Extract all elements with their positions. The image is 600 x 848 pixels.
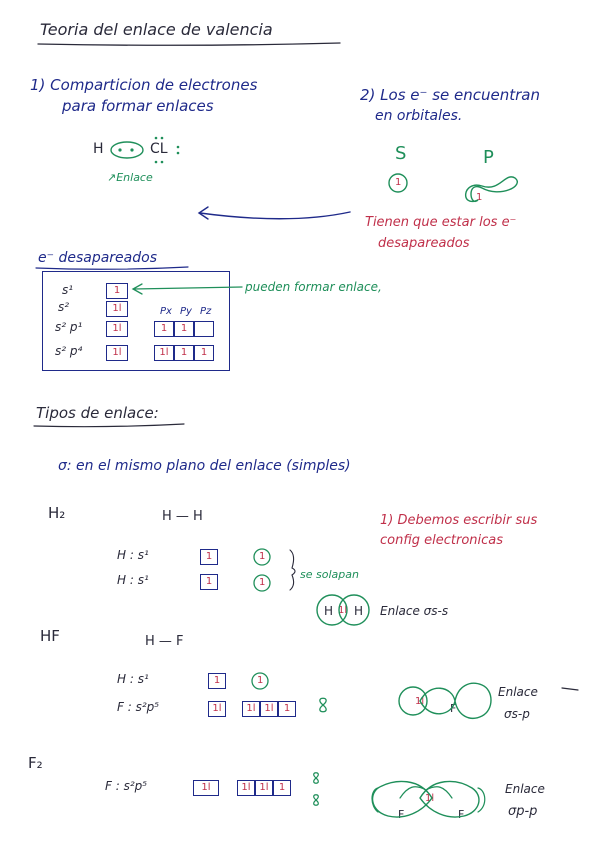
h2-row-1-box: 1 (200, 549, 218, 565)
f2-overlap-right-lobe (420, 781, 479, 817)
h2-circle-2 (254, 575, 270, 591)
desap-row-3-conf: s² p¹ (55, 320, 83, 334)
f2-overlap-left-lobe (373, 781, 435, 817)
h2-row-2-circle: 1 (259, 577, 266, 588)
h2-brace (290, 550, 295, 590)
point-1-line-1: 1) Comparticion de electrones (30, 76, 258, 94)
hf-f-p-box-1: 1l (242, 701, 260, 717)
point-1-line-2: para formar enlaces (62, 97, 214, 115)
f2-label: F₂ (28, 754, 43, 772)
h2-overlap-right-circle (339, 595, 369, 625)
h2-row-2-box: 1 (200, 574, 218, 590)
tipos-underline (34, 424, 184, 427)
desap-row-1-conf: s¹ (62, 283, 74, 297)
cl-lp-1 (155, 137, 158, 140)
hf-h-circle: 1 (257, 675, 264, 686)
hf-f-p-box-3: 1 (278, 701, 296, 717)
cl-lp-2 (161, 137, 164, 140)
h2-molecule: H — H (162, 509, 203, 524)
cl-lp-3 (155, 161, 158, 164)
lewis-bond-ellipse (111, 142, 143, 158)
f2-enlace-2: σp-p (508, 804, 538, 819)
cl-lp-6 (177, 152, 180, 155)
sigma-definition: σ: en el mismo plano del enlace (simples) (58, 458, 351, 474)
desap-row-4-box: 1l (106, 345, 128, 361)
orbital-s-label: S (395, 143, 407, 164)
pueden-arrow (134, 287, 242, 289)
desap-row-1-box: 1 (106, 283, 128, 299)
h2-row-1-circle: 1 (259, 551, 266, 562)
f2-overlap-left: F (398, 808, 405, 821)
h2-enlace-label: Enlace σs-s (380, 604, 449, 618)
lewis-h: H (93, 141, 104, 157)
desap-row-3-box: 1l (106, 321, 128, 337)
h2-overlap-mid: 1l (338, 605, 348, 616)
hf-row-2: F : s²p⁵ (117, 700, 160, 714)
pueden-formar-enlace: pueden formar enlace, (245, 280, 382, 294)
f2-p-box-1: 1l (237, 780, 255, 796)
s-orbital (389, 174, 407, 192)
hf-f-p-box-2: 1l (260, 701, 278, 717)
title-underline (38, 43, 340, 45)
lewis-dot-2 (130, 148, 133, 151)
p-row4-cell-1: 1l (154, 345, 174, 361)
f2-outer-right (426, 787, 452, 798)
f2-enlace-1: Enlace (505, 782, 545, 796)
h2-row-1: H : s¹ (117, 548, 149, 562)
f2-figure8-1 (314, 773, 319, 784)
lewis-cl: CL (150, 141, 168, 157)
hf-label: HF (40, 627, 60, 645)
desap-row-2-conf: s² (58, 300, 70, 314)
desap-row-2-box: 1l (106, 301, 128, 317)
p-row3-cell-1: 1 (154, 321, 174, 337)
lewis-dot-1 (118, 148, 121, 151)
hf-dash (562, 688, 578, 690)
orbital-s-electron: 1 (395, 177, 402, 188)
orbital-p-electron: 1 (476, 192, 483, 203)
red-note-line-2: desapareados (378, 236, 470, 251)
p-label-py: Py (180, 306, 192, 317)
h2-overlap-left: H (324, 604, 334, 618)
point-2-line-1: 2) Los e⁻ se encuentran (360, 86, 540, 104)
hf-enlace-1: Enlace (498, 685, 538, 699)
hf-overlap-mid: 1l (415, 696, 425, 707)
f2-overlap-mid: 1l (425, 793, 435, 804)
f2-figure8-2 (314, 795, 319, 806)
h2-row-2: H : s¹ (117, 573, 149, 587)
p-orbital (466, 177, 518, 202)
p-label-pz: Pz (200, 306, 212, 317)
hf-h-box: 1 (208, 673, 226, 689)
f2-s-box: 1l (193, 780, 219, 796)
desapareados-underline (36, 267, 188, 269)
hf-molecule: H — F (145, 634, 184, 649)
f2-outer-left (400, 787, 426, 798)
se-solapan-label: se solapan (300, 568, 359, 581)
cl-lp-5 (177, 146, 180, 149)
desapareados-title: e⁻ desapareados (38, 250, 157, 266)
red-note-line-1: Tienen que estar los e⁻ (365, 215, 517, 230)
h2-circle-1 (254, 549, 270, 565)
arrow-to-lewis (200, 212, 350, 219)
hf-overlap-s (399, 687, 427, 715)
hf-overlap-right: F (450, 702, 457, 715)
page-title: Teoria del enlace de valencia (40, 20, 273, 39)
h2-label: H₂ (48, 504, 66, 522)
h2-step-1: 1) Debemos escribir sus (380, 513, 538, 528)
hf-enlace-2: σs-p (504, 707, 530, 721)
lewis-enlace-label: ↗Enlace (107, 171, 153, 184)
hf-f-s-box: 1l (208, 701, 226, 717)
orbital-p-label: P (483, 147, 494, 168)
p-label-px: Px (160, 306, 172, 317)
tipos-title: Tipos de enlace: (36, 404, 159, 422)
hf-h-circle-shape (252, 673, 268, 689)
desap-row-4-conf: s² p⁴ (55, 344, 83, 358)
cl-lp-4 (161, 161, 164, 164)
f2-overlap-right: F (458, 808, 465, 821)
h2-step-1b: config electronicas (380, 533, 504, 548)
hf-p-figure8 (320, 698, 326, 712)
p-row3-cell-2: 1 (174, 321, 194, 337)
hf-row-1: H : s¹ (117, 672, 149, 686)
f2-p-box-2: 1l (255, 780, 273, 796)
p-row4-cell-2: 1 (174, 345, 194, 361)
h2-overlap-right: H (354, 604, 364, 618)
f2-p-box-3: 1 (273, 780, 291, 796)
f2-row: F : s²p⁵ (105, 779, 148, 793)
hf-overlap-p (420, 683, 491, 718)
p-row4-cell-3: 1 (194, 345, 214, 361)
point-2-line-2: en orbitales. (375, 108, 463, 124)
